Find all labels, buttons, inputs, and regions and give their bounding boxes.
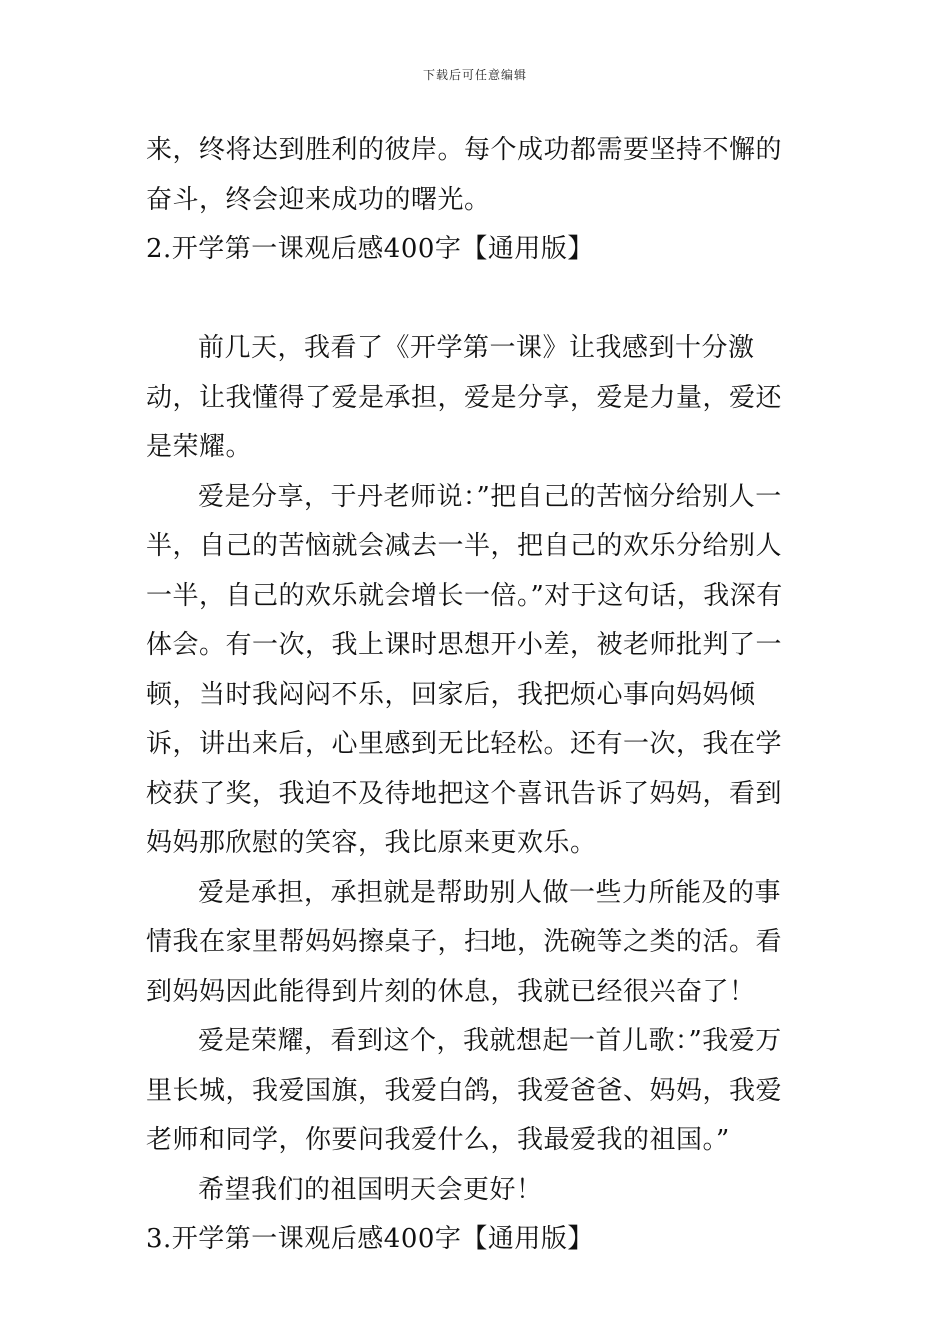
paragraph-continued: 来，终将达到胜利的彼岸。每个成功都需要坚持不懈的奋斗，终会迎来成功的曙光。 [146, 135, 783, 215]
page-header: 下载后可任意编辑 [422, 68, 527, 82]
document-body [146, 126, 806, 1265]
paragraph: 希望我们的祖国明天会更好！ [198, 1174, 543, 1205]
blank-line [146, 275, 806, 325]
paragraph: 爱是荣耀，看到这个，我就想起一首儿歌：”我爱万里长城，我爱国旗，我爱白鸽，我爱爸爸、妈妈，我爱老师和同学，你要问我爱什么，我最爱我的祖国。” [146, 1026, 783, 1155]
section-heading-2: 2.开学第一课观后感400字【通用版】 [146, 234, 594, 264]
section-heading-3: 3.开学第一课观后感400字【通用版】 [146, 1224, 594, 1254]
paragraph: 爱是分享，于丹老师说：”把自己的苦恼分给别人一半，自己的苦恼就会减去一半，把自己的欢乐分给别人一半，自己的欢乐就会增长一倍。”对于这句话，我深有体会。有一次，我上课时思想开小差，被老师批判了一顿，当时我闷闷不乐，回家后，我把烦心事向妈妈倾诉，讲出来后，心里感到无比轻松。还有一次，我在学校获了奖，我迫不及待地把这个喜讯告诉了妈妈，看到妈妈那欣慰的笑容，我比原来更欢乐。 [146, 481, 783, 858]
paragraph: 爱是承担，承担就是帮助别人做一些力所能及的事情我在家里帮妈妈擦桌子，扫地，洗碗等之类的活。看到妈妈因此能得到片刻的休息，我就已经很兴奋了！ [146, 877, 783, 1007]
paragraph: 前几天，我看了《开学第一课》让我感到十分激动，让我懂得了爱是承担，爱是分享，爱是力量，爱还是荣耀。 [146, 333, 783, 462]
